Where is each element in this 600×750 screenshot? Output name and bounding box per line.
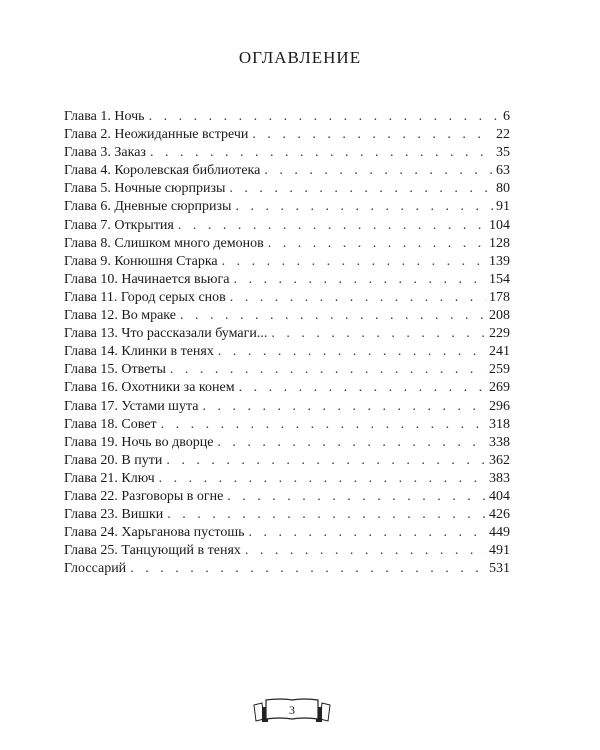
dot-leader bbox=[252, 126, 493, 144]
toc-entry-title: Глава 14. Клинки в тенях bbox=[64, 344, 214, 360]
toc-entry[interactable] bbox=[64, 434, 510, 452]
dot-leader bbox=[180, 307, 486, 325]
toc-entry-title: Глава 23. Вишки bbox=[64, 507, 164, 523]
toc-entry[interactable] bbox=[64, 416, 510, 434]
dot-leader bbox=[170, 361, 486, 379]
toc-entry[interactable] bbox=[64, 144, 510, 162]
toc-entry-page: 154 bbox=[489, 271, 510, 287]
toc-entry-page: 22 bbox=[496, 127, 510, 143]
dot-leader bbox=[248, 524, 486, 542]
toc-entry-page: 338 bbox=[489, 434, 510, 450]
toc-entry[interactable] bbox=[64, 198, 510, 216]
toc-entry-title: Глоссарий bbox=[64, 561, 127, 577]
toc-entry-title: Глава 12. Во мраке bbox=[64, 308, 176, 324]
dot-leader bbox=[217, 434, 486, 452]
toc-entry[interactable] bbox=[64, 361, 510, 379]
toc-entry-title: Глава 18. Совет bbox=[64, 416, 157, 432]
toc-entry[interactable] bbox=[64, 235, 510, 253]
page-number-banner bbox=[252, 697, 332, 725]
toc-entry-title: Глава 22. Разговоры в огне bbox=[64, 488, 224, 504]
dot-leader bbox=[227, 488, 486, 506]
toc-entry[interactable] bbox=[64, 560, 510, 578]
toc-entry[interactable] bbox=[64, 398, 510, 416]
toc-entry-page: 259 bbox=[489, 362, 510, 378]
toc-entry[interactable] bbox=[64, 470, 510, 488]
toc-entry-title: Глава 15. Ответы bbox=[64, 362, 166, 378]
toc-entry[interactable] bbox=[64, 343, 510, 361]
toc-entry-page: 35 bbox=[496, 145, 510, 161]
toc-entry[interactable] bbox=[64, 217, 510, 235]
page-title: ОГЛАВЛЕНИЕ bbox=[238, 48, 362, 67]
toc-entry[interactable] bbox=[64, 325, 510, 343]
toc-entry-page: 241 bbox=[489, 344, 510, 360]
table-of-contents bbox=[64, 108, 510, 578]
toc-entry[interactable] bbox=[64, 271, 510, 289]
toc-entry[interactable] bbox=[64, 307, 510, 325]
dot-leader bbox=[264, 162, 493, 180]
dot-leader bbox=[178, 217, 486, 235]
toc-entry[interactable] bbox=[64, 542, 510, 560]
dot-leader bbox=[233, 271, 486, 289]
toc-entry-title: Глава 4. Королевская библиотека bbox=[64, 163, 261, 179]
toc-entry-page: 80 bbox=[496, 181, 510, 197]
toc-entry[interactable] bbox=[64, 506, 510, 524]
toc-entry[interactable] bbox=[64, 488, 510, 506]
toc-entry-page: 63 bbox=[496, 163, 510, 179]
dot-leader bbox=[159, 470, 486, 488]
dot-leader bbox=[149, 108, 500, 126]
toc-entry-page: 178 bbox=[489, 289, 510, 305]
toc-entry-title: Глава 1. Ночь bbox=[64, 109, 145, 124]
toc-entry-page: 404 bbox=[489, 488, 510, 504]
toc-entry-page: 491 bbox=[489, 543, 510, 559]
toc-entry-page: 104 bbox=[489, 217, 510, 233]
dot-leader bbox=[222, 253, 486, 271]
dot-leader bbox=[150, 144, 493, 162]
dot-leader bbox=[271, 325, 486, 343]
toc-entry[interactable] bbox=[64, 126, 510, 144]
dot-leader bbox=[230, 289, 486, 307]
toc-entry-page: 426 bbox=[489, 507, 510, 523]
toc-entry[interactable] bbox=[64, 452, 510, 470]
toc-entry-title: Глава 7. Открытия bbox=[64, 217, 174, 233]
toc-entry-title: Глава 11. Город серых снов bbox=[64, 289, 226, 305]
toc-entry-page: 449 bbox=[489, 525, 510, 541]
dot-leader bbox=[239, 379, 486, 397]
toc-entry-page: 383 bbox=[489, 470, 510, 486]
toc-entry-page: 318 bbox=[489, 416, 510, 432]
toc-entry[interactable] bbox=[64, 253, 510, 271]
dot-leader bbox=[268, 235, 486, 253]
toc-entry-title: Глава 6. Дневные сюрпризы bbox=[64, 199, 232, 215]
toc-entry-title: Глава 17. Устами шута bbox=[64, 398, 199, 414]
toc-entry-page: 362 bbox=[489, 452, 510, 468]
toc-entry[interactable] bbox=[64, 162, 510, 180]
toc-entry-title: Глава 16. Охотники за конем bbox=[64, 380, 235, 396]
toc-entry-page: 6 bbox=[503, 109, 510, 124]
toc-entry[interactable] bbox=[64, 379, 510, 397]
toc-entry-page: 269 bbox=[489, 380, 510, 396]
toc-entry-page: 139 bbox=[489, 253, 510, 269]
toc-entry-title: Глава 20. В пути bbox=[64, 452, 163, 468]
toc-entry-page: 91 bbox=[496, 199, 510, 215]
toc-entry-title: Глава 19. Ночь во дворце bbox=[64, 434, 214, 450]
toc-entry-title: Глава 5. Ночные сюрпризы bbox=[64, 181, 226, 197]
toc-entry-title: Глава 10. Начинается вьюга bbox=[64, 271, 230, 287]
toc-entry[interactable] bbox=[64, 289, 510, 307]
toc-entry[interactable] bbox=[64, 524, 510, 542]
toc-entry-page: 296 bbox=[489, 398, 510, 414]
dot-leader bbox=[245, 542, 486, 560]
toc-entry[interactable] bbox=[64, 180, 510, 198]
toc-entry-title: Глава 2. Неожиданные встречи bbox=[64, 127, 249, 143]
toc-entry-page: 208 bbox=[489, 308, 510, 324]
dot-leader bbox=[161, 416, 486, 434]
toc-entry-title: Глава 13. Что рассказали бумаги... bbox=[64, 326, 268, 342]
toc-entry-title: Глава 24. Харьганова пустошь bbox=[64, 525, 245, 541]
page-number: 3 bbox=[289, 703, 295, 717]
toc-entry-title: Глава 3. Заказ bbox=[64, 145, 146, 161]
dot-leader bbox=[235, 198, 493, 216]
toc-entry[interactable] bbox=[64, 108, 510, 126]
dot-leader bbox=[167, 506, 486, 524]
toc-entry-title: Глава 8. Слишком много демонов bbox=[64, 235, 264, 251]
dot-leader bbox=[130, 560, 486, 578]
dot-leader bbox=[218, 343, 486, 361]
toc-entry-page: 229 bbox=[489, 326, 510, 342]
toc-entry-title: Глава 9. Конюшня Старка bbox=[64, 253, 218, 269]
toc-entry-page: 128 bbox=[489, 235, 510, 251]
dot-leader bbox=[166, 452, 486, 470]
dot-leader bbox=[229, 180, 493, 198]
toc-entry-title: Глава 21. Ключ bbox=[64, 470, 155, 486]
dot-leader bbox=[202, 398, 486, 416]
toc-entry-title: Глава 25. Танцующий в тенях bbox=[64, 543, 241, 559]
toc-entry-page: 531 bbox=[489, 561, 510, 577]
